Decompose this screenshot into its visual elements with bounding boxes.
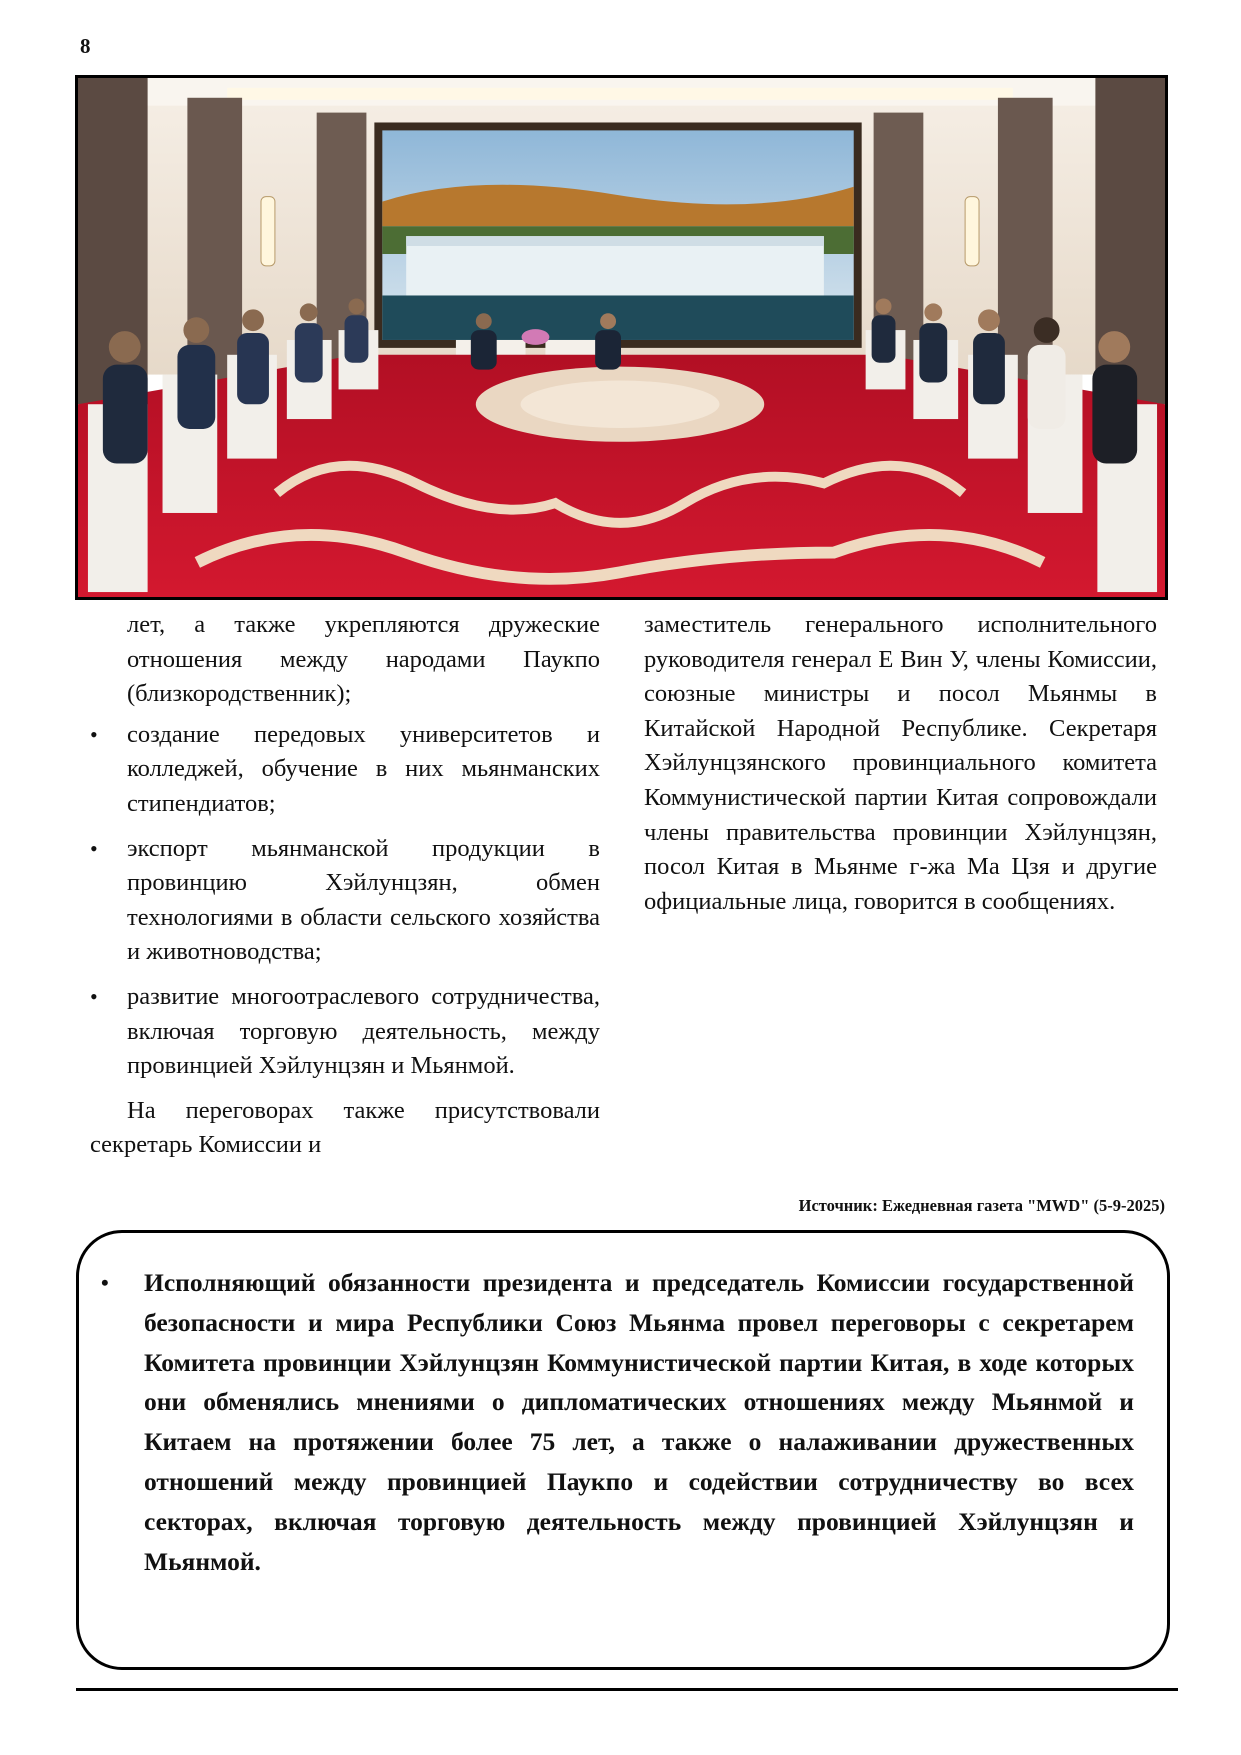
meeting-photo-illustration [78,78,1165,597]
bullet-icon: • [90,983,98,1009]
bullet-list [90,718,600,1084]
bullet-icon: • [90,721,98,747]
left-column [90,608,600,1163]
bullet-icon: • [101,1270,109,1295]
right-column [644,608,1157,919]
page-number: 8 [80,34,91,58]
right-column-paragraph: заместитель генерального исполнительного руководителя генерал Е Вин У, члены Комиссии, союзные министры и посол Мьянмы в Китайской Народной Республике. Секретаря Хэйлунцзянского провинциального комитета Коммунистической партии Китая сопровождали члены правительства провинции Хэйлунцзян, посол Китая в Мьянме г-жа Ма Цзя и другие официальные лица, говорится в сообщениях. [644,611,1157,915]
continuation-paragraph: лет, а также укрепляются дружеские отношения между народами Паукпо (близкородственник); [127,611,600,708]
meeting-hall-photo [75,75,1168,600]
list-item: • развитие многоотраслевого сотрудничества, включая торговую деятельность, между провинцией Хэйлунцзян и Мьянмой. [90,980,600,1084]
list-item: • создание передовых университетов и колледжей, обучение в них мьянманских стипендиатов; [90,718,600,822]
bottom-divider [76,1688,1178,1691]
closing-paragraph: На переговорах также присутствовали секретарь Комиссии и [90,1096,600,1159]
bullet-icon: • [90,835,98,861]
summary-text: Исполняющий обязанности президента и председатель Комиссии государственной безопасности и мира Республики Союз Мьянма провел переговоры с секретарем Комитета провинции Хэйлунцзян Коммунистической партии Китая, в ходе которых они обменялись мнениями о дипломатических отношениях между Мьянмой и Китаем на протяжении более 75 лет, а также о налаживании дружественных отношений между провинцией Паукпо и содействии сотрудничеству во всех секторах, включая торговую деятельность между провинцией Хэйлунцзян и Мьянмой. [144,1268,1134,1576]
list-item: • экспорт мьянманской продукции в провинцию Хэйлунцзян, обмен технологиями в области сельского хозяйства и животноводства; [90,832,600,970]
summary-box [76,1230,1170,1670]
source-citation: Источник: Ежедневная газета "MWD" (5-9-2025) [798,1196,1165,1215]
